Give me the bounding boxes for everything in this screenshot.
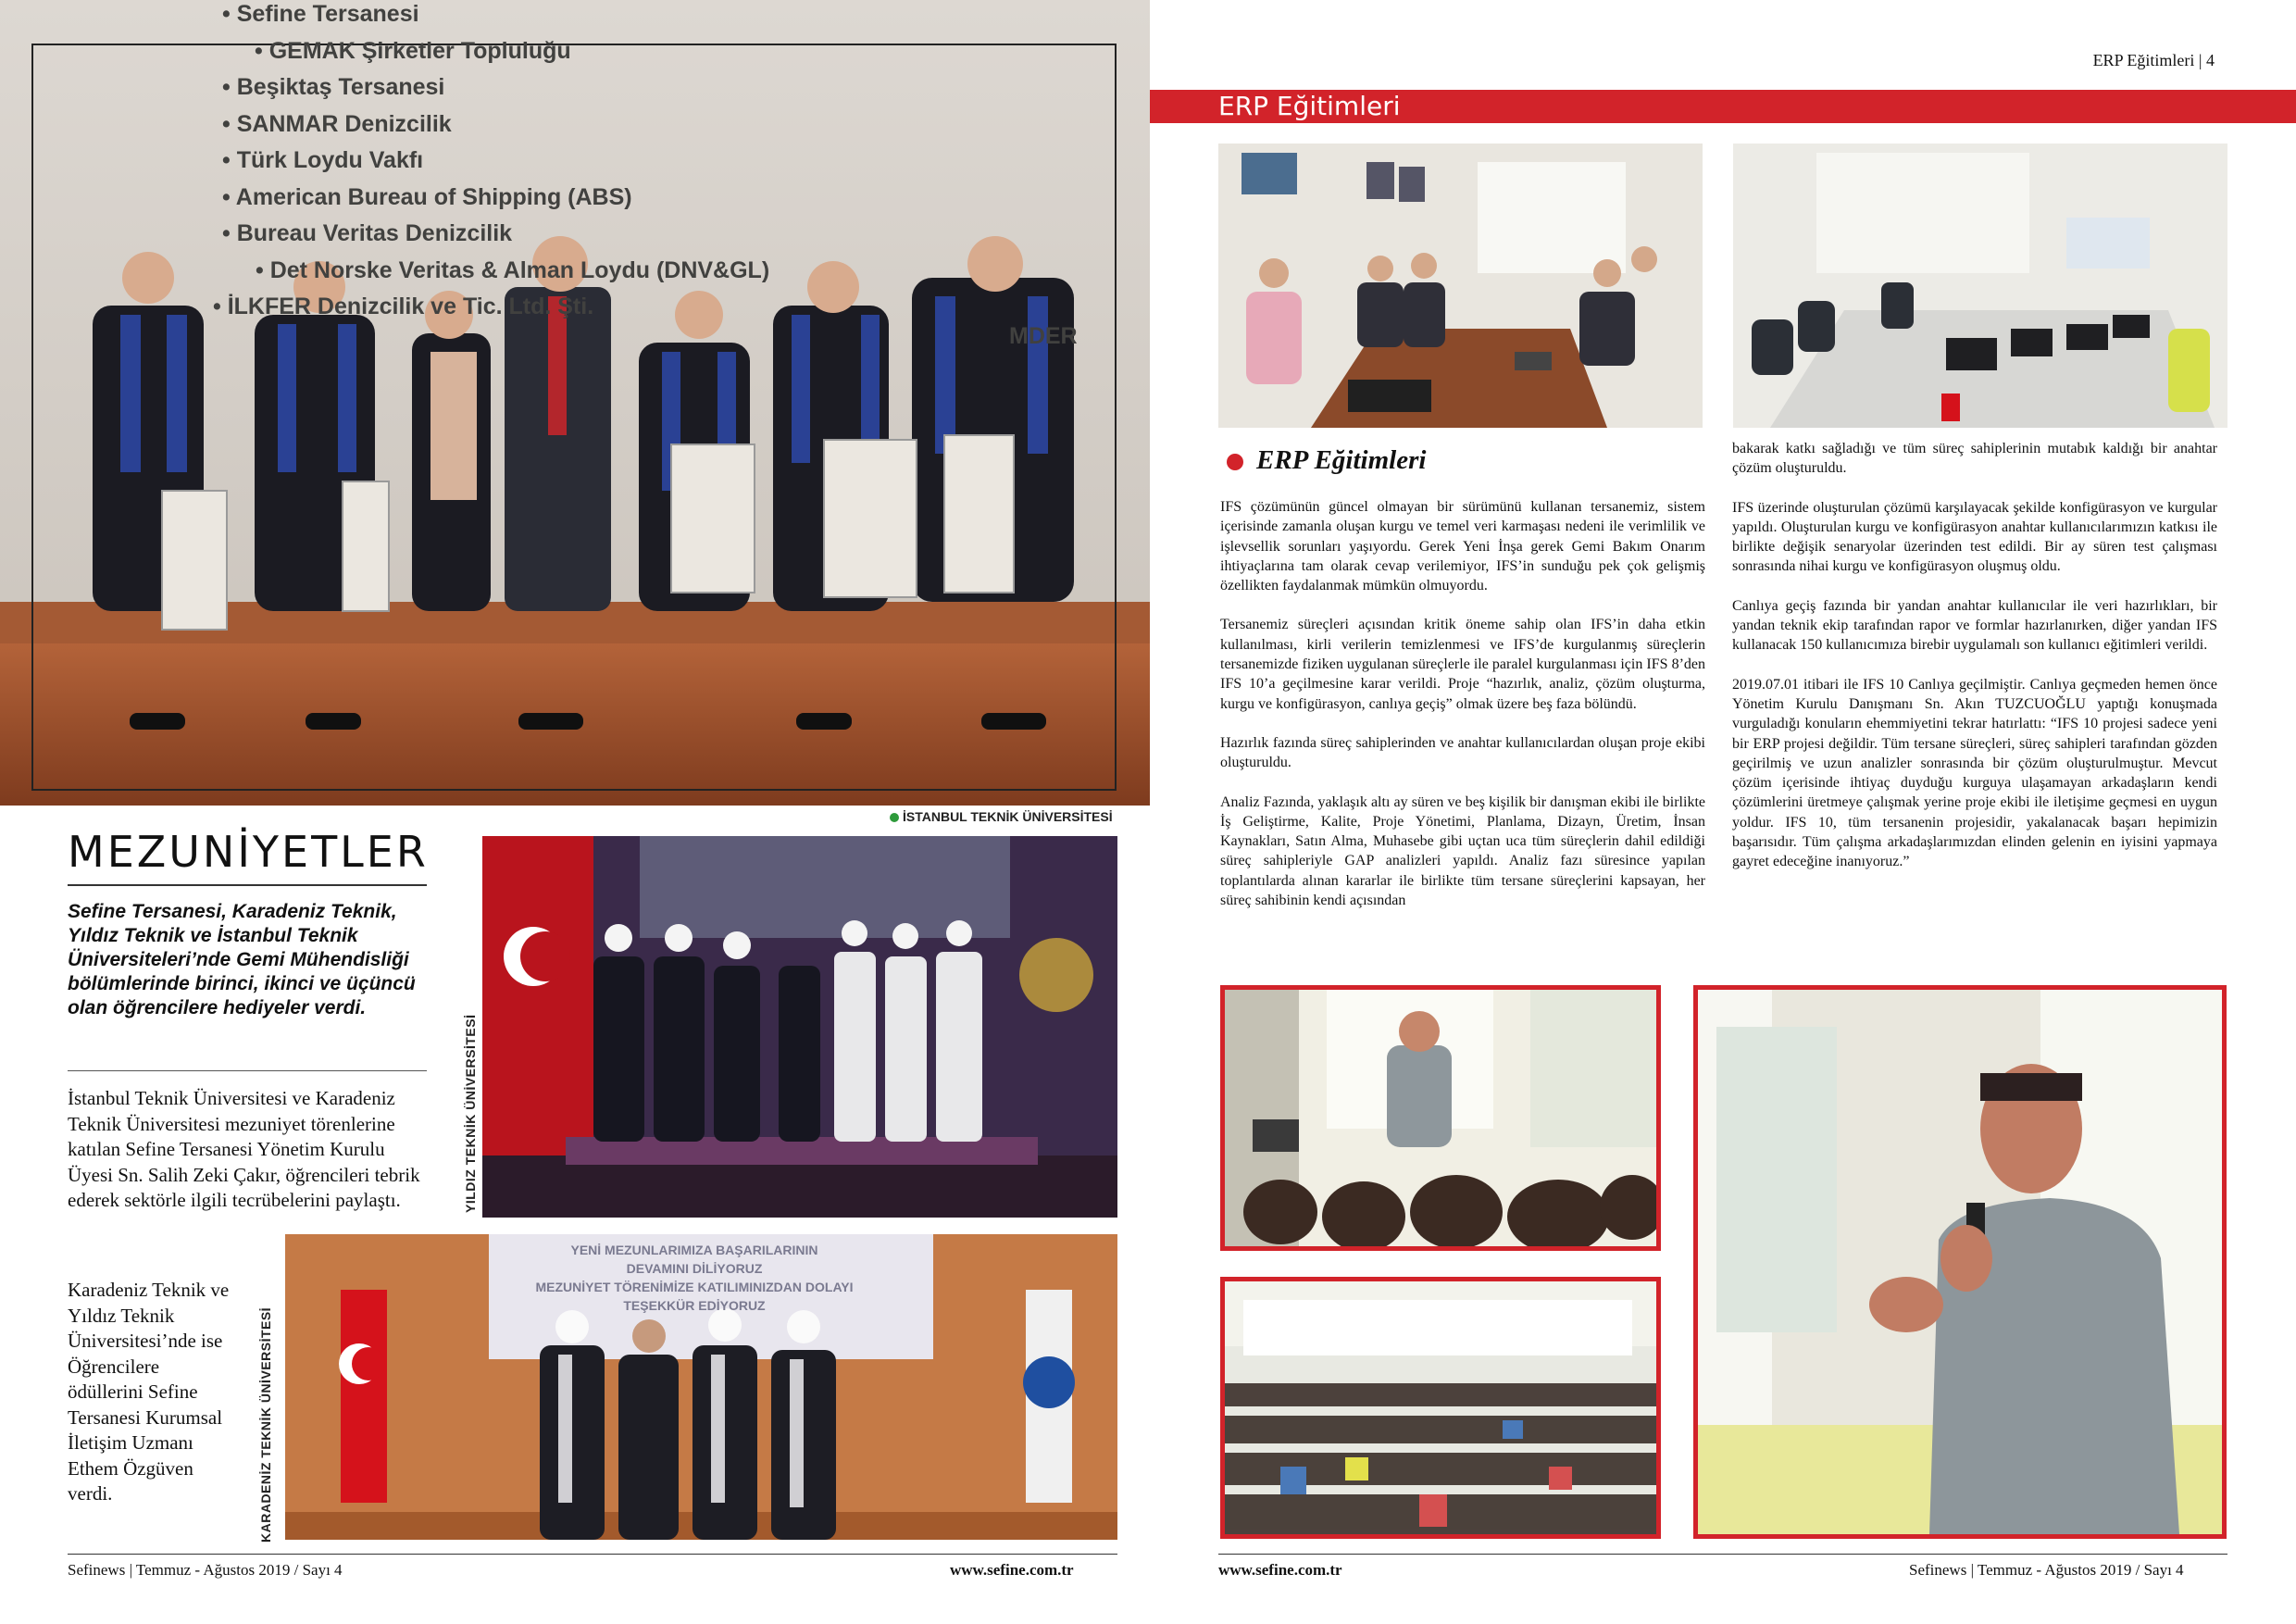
slide-line: • İLKFER Denizcilik ve Tic. Ltd. Şti. xyxy=(213,294,594,319)
erp-meeting-photo-1 xyxy=(1218,144,1703,428)
projected-slide-list xyxy=(213,0,1148,355)
article-paragraph: Hazırlık fazında süreç sahiplerinden ve anahtar kullanıcılardan oluşan proje ekibi oluşturuldu. xyxy=(1220,734,1705,771)
slide-line: • Beşiktaş Tersanesi xyxy=(222,74,445,100)
page-title: MEZUNİYETLER xyxy=(68,827,429,877)
auditorium-photo xyxy=(1220,1277,1661,1539)
page-header: ERP Eğitimleri | 4 xyxy=(2092,51,2215,69)
caption-bullet-icon xyxy=(890,813,899,822)
ytu-caption: YILDIZ TEKNİK ÜNİVERSİTESİ xyxy=(463,1014,478,1213)
title-divider xyxy=(68,884,427,886)
body-paragraph-2: Karadeniz Teknik ve Yıldız Teknik Üniversitesi’nde ise Öğrencilere ödüllerini Sefine Tersanesi Kurumsal İletişim Uzmanı Ethem Özgüven verdi. xyxy=(68,1279,230,1505)
section-heading: ERP Eğitimleri xyxy=(1256,445,1427,475)
article-column-2 xyxy=(1732,439,2217,892)
ytu-ceremony-photo xyxy=(482,836,1117,1218)
slide-line: • Det Norske Veritas & Alman Loydu (DNV&GL) xyxy=(256,256,770,283)
slide-line: MEZUNİYET TÖRENİMİZE KATILIMINIZDAN DOLAYI xyxy=(535,1280,854,1294)
article-column-1 xyxy=(1220,497,1705,930)
slide-line: • Bureau Veritas Denizcilik xyxy=(222,220,513,246)
article-paragraph: Tersanemiz süreçleri açısından kritik öneme sahip olan IFS’in daha etkin kullanılması, kirli verilerin temizlenmesi ve IFS’de kurgulanmış süreçlerin tersanemizde fiziken uygulanan süreçlerle ile paralel kurgulanması için IFS 8’den IFS 10’a geçilmesine karar verildi. Proje “hazırlık, analiz, çözüm oluşturma, kurgu ve konfigürasyon, canlıya geçiş” olmak üzere beş faza bölündü. xyxy=(1220,617,1705,712)
erp-meeting-photo-2 xyxy=(1733,144,2227,428)
article-paragraph: Canlıya geçiş fazında bir yandan anahtar kullanıcılar ile veri hazırlıkları, bir yandan teknik ekip tarafından rapor ve formlar hazırlanırken, diğer yandan IFS kullanacak 150 kullanıcımıza birebir uygulamalı son kullanıcı eğitimleri verildi. xyxy=(1732,597,2217,654)
article-paragraph: IFS çözümünün güncel olmayan bir sürümünü kullanan tersanemiz, sistem içerisinde zamanla oluşan kurgu ve temel veri karmaşası nedeni ile verimlilik ve işlevsellik sorunları yaşıyordu. Gerek Yeni İnşa gerek Gemi Bakım Onarım ihtiyaçlarına tam olarak cevap verilemiyor, IFS’in sunduğu pek çok gelişmiş özellikten faydalanmak mümkün olmuyordu. xyxy=(1220,499,1705,594)
slide-line: DEVAMINI DİLİYORUZ xyxy=(626,1261,763,1276)
slide-line: • GEMAK Şirketler Topluluğu xyxy=(255,37,571,64)
article-paragraph: 2019.07.01 itibari ile IFS 10 Canlıya geçilmiştir. Canlıya geçmeden hemen önce Yönetim Kurulu Danışmanı Sn. Akın TUZCUOĞLU yaptığı konuşmada vurguladığı konuların ehemmiyetini tekrar hatırlattı: “IFS 10 projesi sadece yeni bir ERP projesi değildir. Tüm tersane süreçleri, süreç sahipleri tarafından gözden geçirilmiş ve uzun analizler sonrasında bir çözüm oluşturulmuştur. Mevcut çözüm içerisinde ihtiyaç duyduğu kurguya ulaşamayan arkadaşların kendi çözümlerini üretmeye çalışmak yerine proje ekibi ile iletişime geçmesi en uygun yoldur. IFS 10, tüm tersanenin projesidir, yakalanacak başarı hepimizin başarısıdır. Tüm çalışma arkadaşlarımızdan elinden gelenin en iyisini yapmaya gayret edeceğine inanıyoruz.” xyxy=(1732,676,2217,870)
right-footer-divider xyxy=(1218,1554,2227,1555)
slide-line: • SANMAR Denizcilik xyxy=(222,110,452,137)
slide-line: • American Bureau of Shipping (ABS) xyxy=(222,183,632,210)
ktu-caption: KARADENİZ TEKNİK ÜNİVERSİTESİ xyxy=(258,1306,273,1543)
slide-line: • Türk Loydu Vakfı xyxy=(222,147,424,173)
left-footer-url[interactable]: www.sefine.com.tr xyxy=(950,1561,1074,1579)
lead-paragraph: Sefine Tersanesi, Karadeniz Teknik, Yıldız Teknik ve İstanbul Teknik Üniversiteleri’nde Gemi Mühendisliği bölümlerinde birinci, ikinci ve üçüncü olan öğrencilere hediyeler verdi. xyxy=(68,901,416,1018)
article-paragraph: IFS üzerinde oluşturulan çözümü karşılayacak şekilde konfigürasyon ve kurgular yapıldı. Oluşturulan kurgu ve konfigürasyon anahtar kullanıcılarımızın katkısı ile birlikte değişik senaryolar üzerinden test edildi. Bir ay süren test çalışması sonrasında nihai kurgu ve konfigürasyon oluşmuş oldu. xyxy=(1732,499,2217,575)
ktu-slide-text xyxy=(500,1241,889,1315)
itu-caption: İSTANBUL TEKNİK ÜNİVERSİTESİ xyxy=(890,809,1113,824)
article-paragraph: bakarak katkı sağladığı ve tüm süreç sahiplerinin mutabık kaldığı bir anahtar çözüm oluşturuldu. xyxy=(1732,441,2217,477)
section-bullet-icon xyxy=(1227,454,1243,470)
section-band-title: ERP Eğitimleri xyxy=(1218,91,1401,121)
lead-divider xyxy=(68,1070,427,1071)
body-paragraph-1: İstanbul Teknik Üniversitesi ve Karadeniz Teknik Üniversitesi mezuniyet törenlerine katılan Sefine Tersanesi Yönetim Kurulu Üyesi Sn. Salih Zeki Çakır, öğrencileri tebrik ederek sektörle ilgili tecrübelerini paylaştı. xyxy=(68,1087,420,1211)
slide-line: MDER xyxy=(1009,322,1078,349)
slide-line: • Sefine Tersanesi xyxy=(222,1,419,27)
left-footer-divider xyxy=(68,1554,1117,1555)
right-footer-issue: Sefinews | Temmuz - Ağustos 2019 / Sayı 4 xyxy=(1909,1561,2184,1579)
slide-line: YENİ MEZUNLARIMIZA BAŞARILARININ xyxy=(570,1243,818,1257)
speaker-photo-small xyxy=(1220,985,1661,1251)
speaker-photo-large xyxy=(1693,985,2227,1539)
slide-line: TEŞEKKÜR EDİYORUZ xyxy=(623,1298,766,1313)
right-footer-url[interactable]: www.sefine.com.tr xyxy=(1218,1561,1342,1579)
article-paragraph: Analiz Fazında, yaklaşık altı ay süren ve beş kişilik bir danışman ekibi ile birlikte İş Geliştirme, Kalite, Proje Yönetimi, Planlama, Dizayn, Üretim, İnsan Kaynakları, Satın Alma, Muhasebe gibi uçtan uca tüm süreçlerin dahil edildiği süreç sahipleriyle GAP analizleri yapıldı. Analiz fazı süresince yapılan toplantılarda alınan kararlar ile birlikte tüm tersane süreçlerini kapsayan, her süreç sahibinin kendi açısından xyxy=(1220,793,1705,909)
left-footer-issue: Sefinews | Temmuz - Ağustos 2019 / Sayı 4 xyxy=(68,1561,343,1579)
